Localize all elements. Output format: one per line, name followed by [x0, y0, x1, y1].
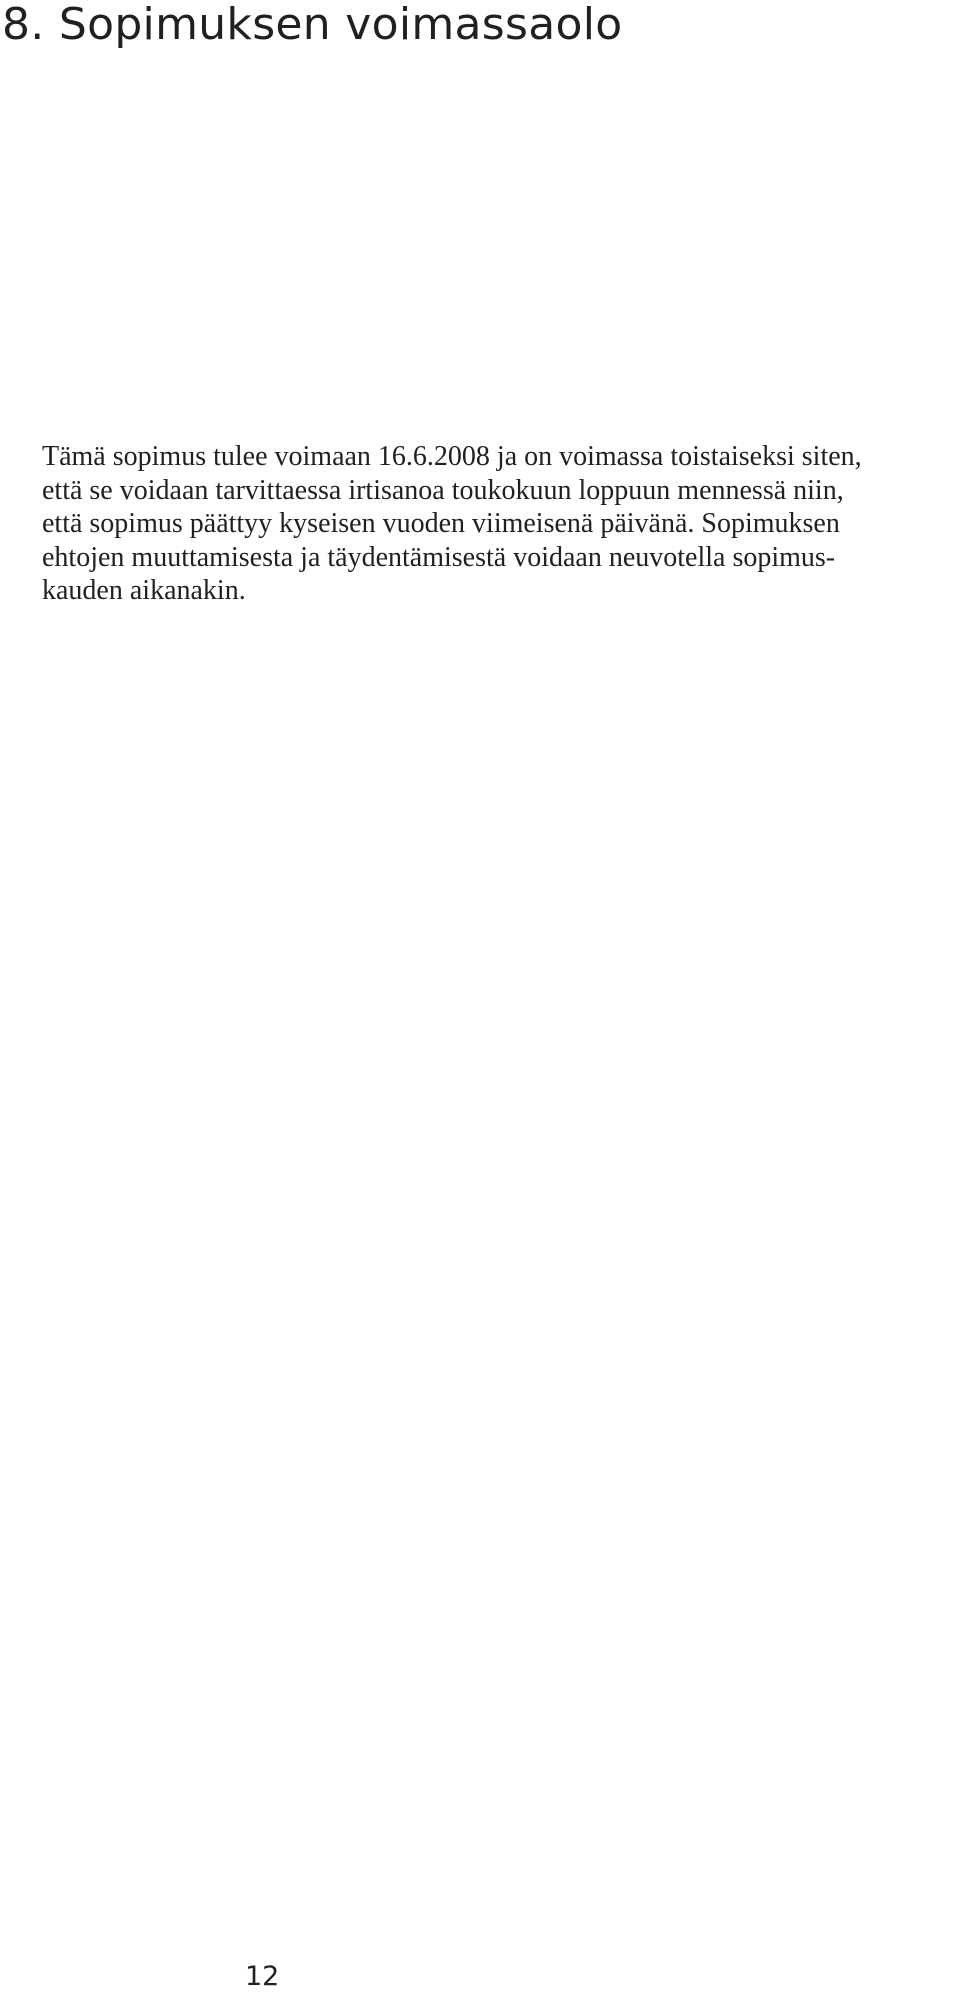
paragraph-line: Tämä sopimus tulee voimaan 16.6.2008 ja on voimassa toistaiseksi siten,	[42, 441, 862, 472]
paragraph-line: että se voidaan tarvittaessa irtisanoa toukokuun loppuun mennessä niin,	[42, 474, 844, 506]
page-number: 12	[245, 1961, 280, 1992]
paragraph-line: kauden aikanakin.	[42, 575, 246, 607]
paragraph-line: ehtojen muuttamisesta ja täydentämisestä voidaan neuvotella sopimus-	[42, 541, 836, 573]
body-paragraph	[42, 440, 960, 608]
section-heading: 8. Sopimuksen voimassaolo	[2, 0, 623, 50]
paragraph-line: että sopimus päättyy kyseisen vuoden viimeisenä päivänä. Sopimuksen	[42, 508, 840, 540]
